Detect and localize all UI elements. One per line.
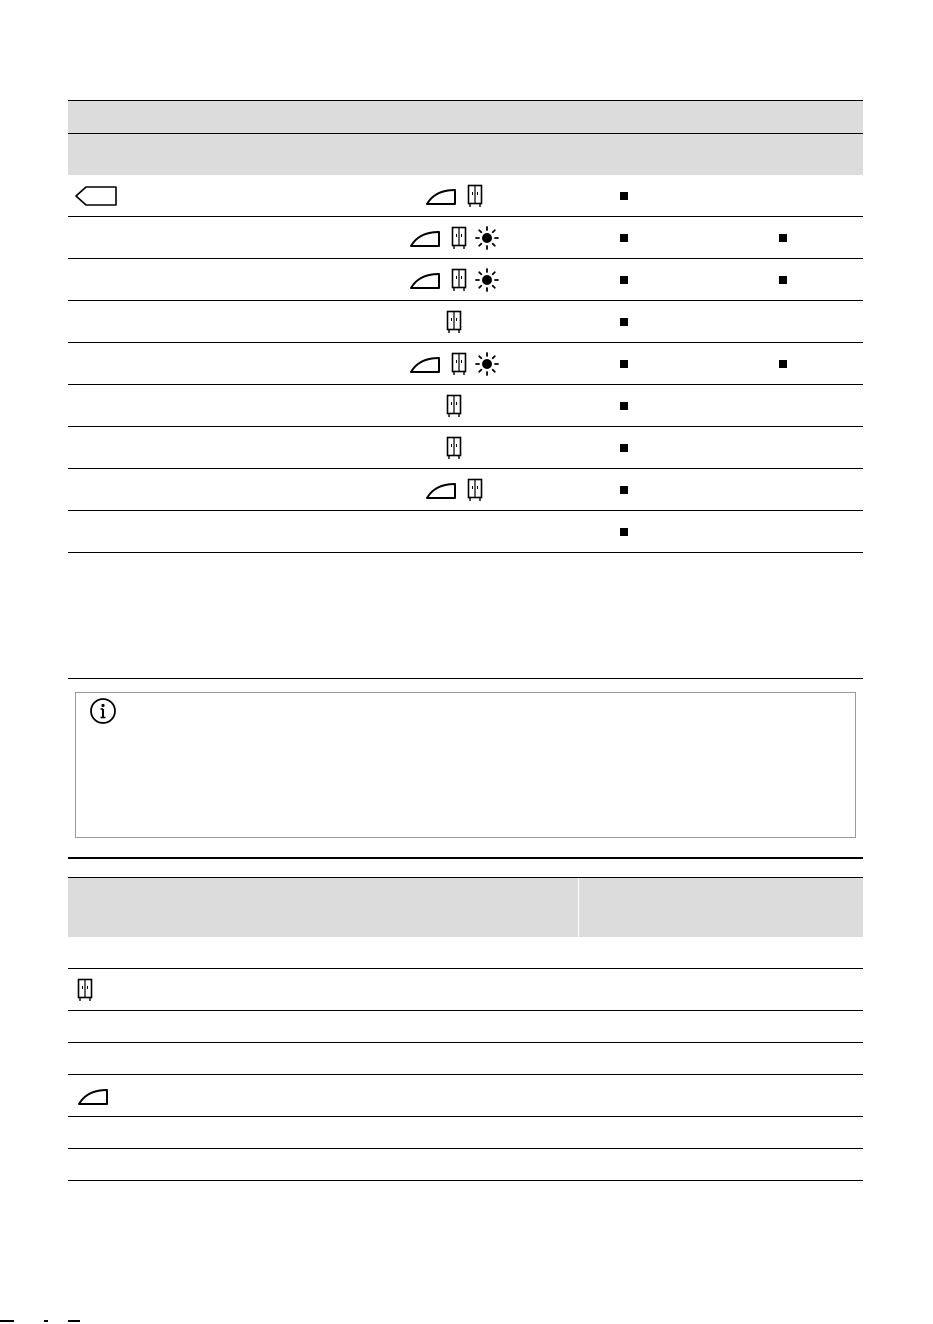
table-top-rule [68, 100, 863, 101]
table-row [68, 469, 863, 511]
table-row [68, 1043, 863, 1075]
iron-icon [425, 186, 459, 206]
symbol-cell [77, 969, 93, 1011]
sun-icon [475, 268, 499, 292]
table-row [68, 343, 863, 385]
page-bottom-mark [0, 1320, 14, 1322]
iron-icon [409, 354, 443, 374]
cupboard-icon [451, 226, 467, 250]
filled-square-icon [779, 234, 787, 242]
symbols-cell [368, 343, 540, 385]
cupboard-icon [77, 978, 93, 1002]
page-bottom-mark [68, 1320, 80, 1322]
symbols-cell [368, 385, 540, 427]
option-mark-cell [779, 343, 787, 385]
filled-square-icon [779, 276, 787, 284]
table-row [68, 259, 863, 301]
option-mark-cell [620, 217, 628, 259]
info-icon [89, 697, 117, 725]
table-row [68, 301, 863, 343]
cupboard-icon [467, 184, 483, 208]
filled-square-icon [620, 528, 628, 536]
option-mark-cell [620, 301, 628, 343]
row-divider [68, 552, 863, 553]
table-row [68, 1117, 863, 1149]
row-divider [68, 1180, 863, 1181]
program-tag-icon [74, 185, 118, 207]
table-row [68, 511, 863, 553]
note-top-rule [68, 678, 863, 679]
option-mark-cell [620, 259, 628, 301]
iron-icon [409, 228, 443, 248]
filled-square-icon [620, 318, 628, 326]
option-mark-cell [620, 427, 628, 469]
page-bottom-mark [44, 1320, 48, 1322]
iron-icon [409, 270, 443, 290]
filled-square-icon [620, 486, 628, 494]
filled-square-icon [620, 276, 628, 284]
cupboard-icon [451, 268, 467, 292]
option-mark-cell [779, 217, 787, 259]
table-row [68, 217, 863, 259]
symbols-cell [368, 469, 540, 511]
sun-icon [475, 226, 499, 250]
info-icon-wrapper [89, 697, 117, 725]
option-mark-cell [620, 343, 628, 385]
symbols-cell [368, 511, 540, 553]
filled-square-icon [620, 402, 628, 410]
cupboard-icon [446, 394, 462, 418]
symbols-cell [368, 427, 540, 469]
table2-top-rule [68, 857, 863, 859]
table-header-row-1 [68, 100, 863, 133]
table-row [68, 969, 863, 1011]
programme-name-cell [74, 175, 118, 217]
cupboard-icon [467, 478, 483, 502]
filled-square-icon [620, 444, 628, 452]
sun-icon [475, 352, 499, 376]
symbols-cell [368, 217, 540, 259]
symbol-cell [77, 1075, 111, 1117]
table-row [68, 937, 863, 969]
option-mark-cell [620, 511, 628, 553]
iron-icon [77, 1086, 111, 1106]
filled-square-icon [620, 234, 628, 242]
filled-square-icon [779, 360, 787, 368]
filled-square-icon [620, 360, 628, 368]
option-mark-cell [779, 259, 787, 301]
table-row [68, 1075, 863, 1117]
option-mark-cell [620, 385, 628, 427]
table-row [68, 1011, 863, 1043]
table-row [68, 175, 863, 217]
table2-header [68, 878, 863, 937]
filled-square-icon [620, 192, 628, 200]
symbols-cell [368, 259, 540, 301]
table2-header-divider [578, 878, 579, 937]
iron-icon [425, 480, 459, 500]
table-row [68, 1149, 863, 1181]
table-header-row-2 [68, 134, 863, 175]
table-row [68, 385, 863, 427]
info-note-box [75, 692, 856, 838]
option-mark-cell [620, 175, 628, 217]
cupboard-icon [451, 352, 467, 376]
symbols-cell [368, 301, 540, 343]
table-row [68, 427, 863, 469]
symbols-cell [368, 175, 540, 217]
cupboard-icon [446, 310, 462, 334]
option-mark-cell [620, 469, 628, 511]
cupboard-icon [446, 436, 462, 460]
